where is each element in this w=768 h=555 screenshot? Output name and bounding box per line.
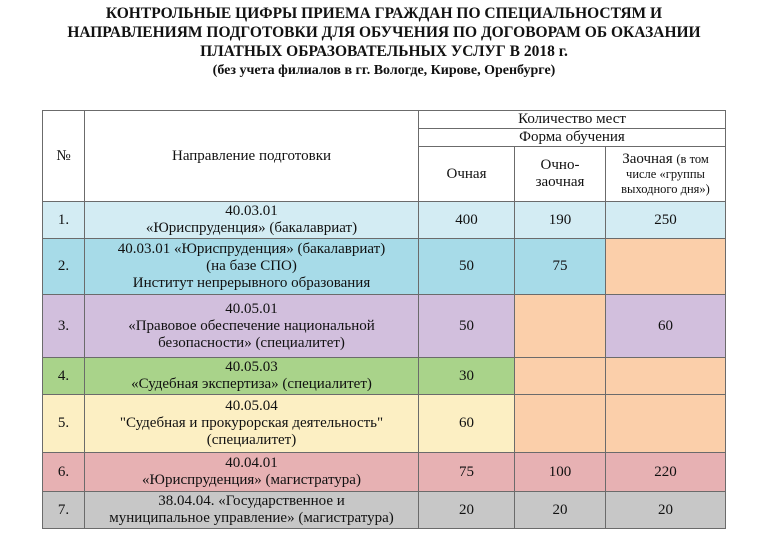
row-direction-line: «Юриспруденция» (магистратура)	[142, 472, 361, 488]
row-part-time	[515, 295, 606, 358]
row-direction-line: (на базе СПО)	[206, 258, 297, 274]
row-part-time: 100	[515, 453, 606, 492]
row-direction-line: муниципальное управление» (магистратура)	[109, 510, 394, 526]
admission-table	[42, 110, 726, 529]
header-seats: Количество мест	[419, 111, 726, 129]
row-num: 4.	[43, 358, 85, 395]
header-corr-note-1: (в том	[676, 151, 709, 166]
row-correspondence: 220	[606, 453, 726, 492]
title-line-2: НАПРАВЛЕНИЯМ ПОДГОТОВКИ ДЛЯ ОБУЧЕНИЯ ПО ДОГОВОРАМ ОБ ОКАЗАНИИ	[67, 24, 701, 41]
row-correspondence: 60	[606, 295, 726, 358]
row-part-time: 20	[515, 492, 606, 529]
row-direction	[85, 295, 419, 358]
row-num: 6.	[43, 453, 85, 492]
row-direction	[85, 453, 419, 492]
row-direction	[85, 358, 419, 395]
row-fulltime: 50	[419, 295, 515, 358]
row-part-time: 190	[515, 202, 606, 239]
header-corr-note-3: выходного дня»)	[621, 181, 710, 196]
row-correspondence	[606, 239, 726, 295]
row-direction-line: "Судебная и прокурорская деятельность"	[119, 415, 384, 431]
row-direction-line: «Юриспруденция» (бакалавриат)	[145, 220, 358, 236]
row-direction-line: 40.05.04	[225, 398, 278, 414]
row-num: 7.	[43, 492, 85, 529]
table-row	[43, 295, 726, 358]
table-row	[43, 202, 726, 239]
row-direction-line: безопасности» (специалитет)	[158, 334, 345, 351]
header-form: Форма обучения	[419, 129, 726, 147]
row-direction	[85, 239, 419, 295]
title-line-3: ПЛАТНЫХ ОБРАЗОВАТЕЛЬНЫХ УСЛУГ В 2018 г.	[200, 43, 568, 60]
row-num: 1.	[43, 202, 85, 239]
row-direction	[85, 202, 419, 239]
table-row	[43, 453, 726, 492]
row-fulltime: 50	[419, 239, 515, 295]
table-row	[43, 492, 726, 529]
title-subtitle: (без учета филиалов в гг. Вологде, Кирове, Оренбурге)	[212, 63, 556, 78]
header-direction: Направление подготовки	[85, 111, 419, 202]
header-part-time-line-2: заочная	[535, 174, 585, 190]
header-part-time	[515, 147, 606, 202]
row-direction-line: «Правовое обеспечение национальной	[128, 317, 375, 334]
row-direction-line: 40.05.03	[225, 359, 278, 375]
row-num: 3.	[43, 295, 85, 358]
table-row	[43, 358, 726, 395]
row-fulltime: 75	[419, 453, 515, 492]
header-correspondence	[606, 147, 726, 202]
row-part-time: 75	[515, 239, 606, 295]
row-fulltime: 30	[419, 358, 515, 395]
row-direction	[85, 395, 419, 453]
document-title	[0, 4, 768, 80]
row-direction-line: 40.05.01	[225, 300, 278, 317]
table-row	[43, 239, 726, 295]
row-direction-line: «Судебная экспертиза» (специалитет)	[131, 376, 372, 392]
row-direction-line: 40.04.01	[225, 455, 278, 471]
row-direction-line: 40.03.01	[225, 203, 278, 219]
header-corr-main: Заочная	[622, 150, 673, 167]
header-part-time-line-1: Очно-	[540, 157, 580, 173]
header-num: №	[43, 111, 85, 202]
row-fulltime: 60	[419, 395, 515, 453]
row-direction-line: 38.04.04. «Государственное и	[158, 493, 345, 509]
row-num: 2.	[43, 239, 85, 295]
row-part-time	[515, 358, 606, 395]
row-correspondence	[606, 358, 726, 395]
row-fulltime: 400	[419, 202, 515, 239]
row-direction-line: Институт непрерывного образования	[132, 275, 371, 291]
header-corr-note-2: числе «группы	[626, 166, 705, 181]
row-num: 5.	[43, 395, 85, 453]
table-row	[43, 395, 726, 453]
title-line-1: КОНТРОЛЬНЫЕ ЦИФРЫ ПРИЕМА ГРАЖДАН ПО СПЕЦИАЛЬНОСТЯМ И	[105, 5, 663, 22]
row-direction	[85, 492, 419, 529]
row-fulltime: 20	[419, 492, 515, 529]
row-correspondence	[606, 395, 726, 453]
row-direction-line: 40.03.01 «Юриспруденция» (бакалавриат)	[117, 241, 386, 257]
row-part-time	[515, 395, 606, 453]
row-direction-line: (специалитет)	[206, 432, 297, 448]
header-fulltime: Очная	[419, 147, 515, 202]
row-correspondence: 250	[606, 202, 726, 239]
row-correspondence: 20	[606, 492, 726, 529]
